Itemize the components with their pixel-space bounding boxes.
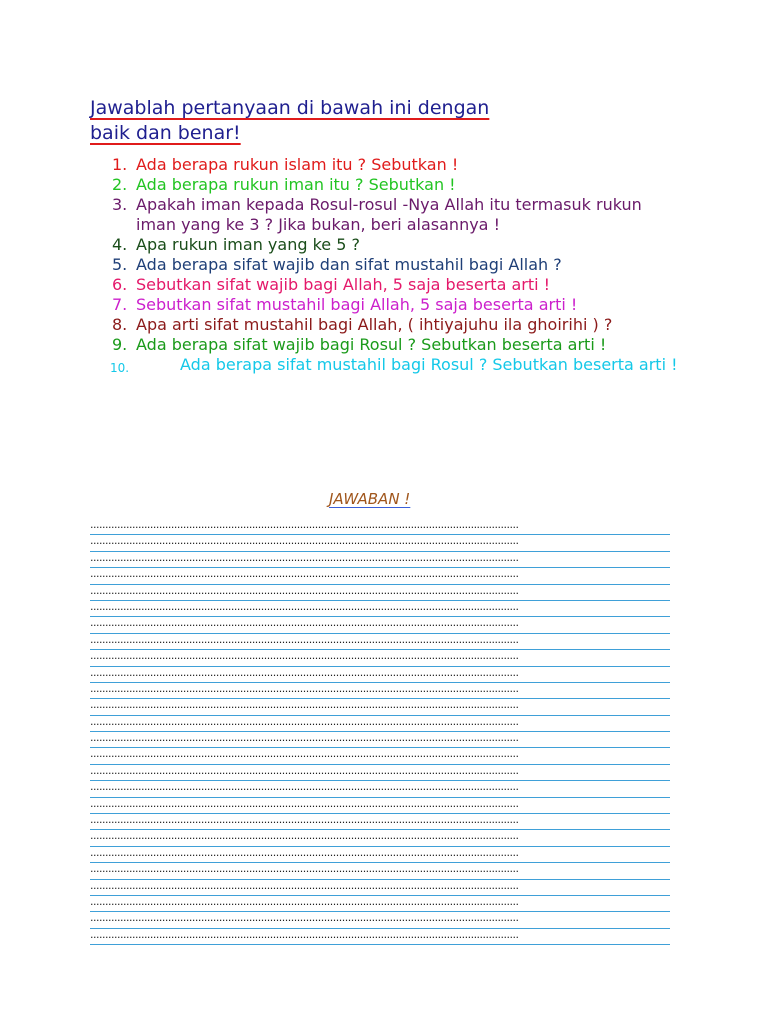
question-text: Ada berapa rukun islam itu ? Sebutkan ! xyxy=(136,155,459,174)
answer-line[interactable]: ............................................................................................................................................... xyxy=(90,552,670,568)
answer-lines xyxy=(90,519,670,945)
answer-line[interactable]: ............................................................................................................................................... xyxy=(90,732,670,748)
answer-line[interactable]: ............................................................................................................................................... xyxy=(90,896,670,912)
answer-line[interactable]: ............................................................................................................................................... xyxy=(90,880,670,896)
answer-line[interactable]: ............................................................................................................................................... xyxy=(90,601,670,617)
answer-line[interactable]: ............................................................................................................................................... xyxy=(90,929,670,945)
answer-line[interactable]: ............................................................................................................................................... xyxy=(90,585,670,601)
question-number: 8. xyxy=(112,315,128,334)
heading-line-1: Jawablah pertanyaan di bawah ini dengan xyxy=(90,97,490,119)
question-text: Sebutkan sifat wajib bagi Allah, 5 saja beserta arti ! xyxy=(136,275,551,294)
answer-line[interactable]: ............................................................................................................................................... xyxy=(90,863,670,879)
heading-line-2: baik dan benar! xyxy=(90,122,241,144)
question-item-2 xyxy=(110,175,685,195)
question-number: 9. xyxy=(112,335,128,354)
question-item-5 xyxy=(110,255,685,275)
question-text: Apa rukun iman yang ke 5 ? xyxy=(136,235,360,254)
question-text: Apa arti sifat mustahil bagi Allah, ( ihtiyajuhu ila ghoirihi ) ? xyxy=(136,315,613,334)
question-text: Apakah iman kepada Rosul-rosul -Nya Allah itu termasuk rukun iman yang ke 3 ? Jika bukan, beri alasannya ! xyxy=(136,195,642,234)
question-number: 1. xyxy=(112,155,128,174)
question-item-8 xyxy=(110,315,685,335)
answer-line[interactable]: ............................................................................................................................................... xyxy=(90,847,670,863)
question-list xyxy=(110,155,685,375)
question-item-4 xyxy=(110,235,685,255)
answer-line[interactable]: ............................................................................................................................................... xyxy=(90,535,670,551)
question-number: 3. xyxy=(112,195,128,214)
question-item-1 xyxy=(110,155,685,175)
question-item-6 xyxy=(110,275,685,295)
answer-line[interactable]: ............................................................................................................................................... xyxy=(90,650,670,666)
answer-line[interactable]: ............................................................................................................................................... xyxy=(90,617,670,633)
answer-line[interactable]: ............................................................................................................................................... xyxy=(90,765,670,781)
question-number: 7. xyxy=(112,295,128,314)
answer-title: JAWABAN ! xyxy=(329,490,411,508)
answer-line[interactable]: ............................................................................................................................................... xyxy=(90,748,670,764)
answer-line[interactable]: ............................................................................................................................................... xyxy=(90,634,670,650)
worksheet-heading xyxy=(90,96,650,146)
question-number: 5. xyxy=(112,255,128,274)
question-item-10 xyxy=(110,355,685,375)
answer-line[interactable]: ............................................................................................................................................... xyxy=(90,519,670,535)
answer-line[interactable]: ............................................................................................................................................... xyxy=(90,798,670,814)
question-number: 2. xyxy=(112,175,128,194)
answer-line[interactable]: ............................................................................................................................................... xyxy=(90,830,670,846)
question-number: 6. xyxy=(112,275,128,294)
question-number: 10. xyxy=(110,361,130,375)
answer-line[interactable]: ............................................................................................................................................... xyxy=(90,781,670,797)
question-text: Ada berapa sifat wajib dan sifat mustahil bagi Allah ? xyxy=(136,255,562,274)
question-item-7 xyxy=(110,295,685,315)
question-text: Ada berapa sifat mustahil bagi Rosul ? Sebutkan beserta arti ! xyxy=(180,355,678,374)
question-text: Ada berapa rukun iman itu ? Sebutkan ! xyxy=(136,175,456,194)
answer-line[interactable]: ............................................................................................................................................... xyxy=(90,716,670,732)
answer-line[interactable]: ............................................................................................................................................... xyxy=(90,667,670,683)
question-text: Ada berapa sifat wajib bagi Rosul ? Sebutkan beserta arti ! xyxy=(136,335,607,354)
question-item-3 xyxy=(110,195,685,235)
question-number: 4. xyxy=(112,235,128,254)
answer-line[interactable]: ............................................................................................................................................... xyxy=(90,568,670,584)
answer-line[interactable]: ............................................................................................................................................... xyxy=(90,683,670,699)
question-text: Sebutkan sifat mustahil bagi Allah, 5 saja beserta arti ! xyxy=(136,295,578,314)
question-item-9 xyxy=(110,335,685,355)
answer-line[interactable]: ............................................................................................................................................... xyxy=(90,912,670,928)
answer-line[interactable]: ............................................................................................................................................... xyxy=(90,699,670,715)
answer-line[interactable]: ............................................................................................................................................... xyxy=(90,814,670,830)
